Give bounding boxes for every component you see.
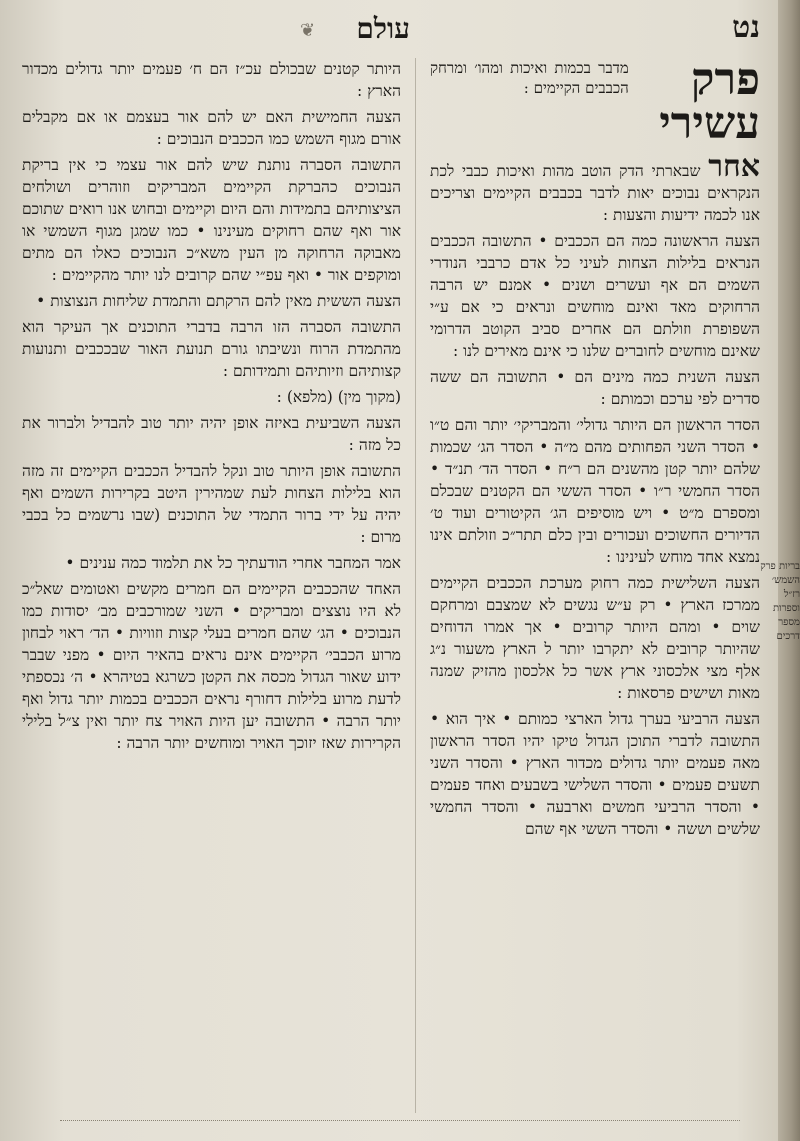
paragraph: התשובה אופן היותר טוב ונקל להבדיל הככבים הקיימים זה מזה הוא בלילות הצחות לעת שמהירין היטב בקרירות השמים ואף יהיה על ידי ברור התמדי של התוכנים (שבו נרשמים כל בכבי מרום : xyxy=(22,462,401,546)
page-header xyxy=(20,6,770,52)
paragraph: האחד שהככבים הקיימים הם חמרים מקשים ואטומים שאל״כ לא היו נוצצים ומבריקים • השני שמורכבים מב׳ יסודות כמו הנבוכים • הג׳ שהם חמרים בעלי קצות וזוויות • הד׳ ראוי לבחון מרוע הכבבי׳ הקיימים אינם נראים בהאיר היום • מפני שבבר ידוע שאור הגדול מכסה את הקטן כשרגא בטיהרא • ה׳ נכספתי לדעת מרוע בלילות דחורף נראים הככבים בכמות יותר גדול ואף יותר הרבה • התשובה יען היות האויר צח יותר ואין צ״ל בלילי הקרירות שאז יזוכך האויר ומוחשים יותר הרבה : xyxy=(22,580,401,752)
page-bottom-edge xyxy=(60,1120,740,1135)
right-column xyxy=(430,58,760,1113)
paragraph: הצעה השלישית כמה רחוק מערכת הככבים הקיימים ממרכז הארץ • רק ע״ש נגשים לא שמצבם ומרחקם שוים • ומהם היותר קרובים • אך אמרו הדוחים שהיותר קרובים לא יתקרבו יותר ל הארץ משעור נ״ג אלף מצי אלכסוני ארץ אשר כל אלכסון מהזיק שמנה מאות ושישים פרסאות : xyxy=(430,574,760,702)
paragraph: הצעה השנית כמה מינים הם • התשובה הם ששה סדרים לפי ערכם וכמותם : xyxy=(430,368,760,408)
chapter-subtitle: מדבר בכמות ואיכות ומהו׳ ומרחק הכבבים הקיימים : xyxy=(430,59,629,97)
column-divider xyxy=(415,58,416,1113)
lead-word: אחר xyxy=(708,149,760,184)
paragraph: (מקוך מין) (מלפא) : xyxy=(276,388,401,406)
ornament-icon: ❦ xyxy=(300,20,316,41)
left-column xyxy=(22,58,401,1113)
paragraph: הצעה החמישית האם יש להם אור בעצמם או אם מקבלים אורם מגוף השמש כמו הככבים הנבוכים : xyxy=(22,108,401,148)
paragraph: הצעה הששית מאין להם הרקתם והתמדת שליחות הנצוצות • xyxy=(36,292,401,310)
paragraph: הצעה הרביעי בערך גדול הארצי כמותם • איך הוא • התשובה לדברי התוכן הגדול טיקו יהיו הסדר הראשון מאה פעמים יותר גדולים מכדור הארץ • והסדר השני תשעים פעמים • והסדר השלישי בשבעים ואחד פעמים • והסדר הרביעי חמשים וארבעה • והסדר החמשי שלשים וששה • והסדר הששי אף שהם xyxy=(430,710,760,838)
paragraph: אחר שבארתי הדק הוטב מהות ואיכות כבבי לכת הנקראים נבוכים יאות לדבר בכבבים הקיימים וצריכים אנו לכמה ידיעות והצעות : xyxy=(430,149,760,224)
paragraph: התשובה הסברה נותנת שיש להם אור עצמי כי אין בריקת הנבוכים כהברקת הקיימים המבריקים וזוהרים ושולחים הציצותיהם בתמידות והם היום וקיימים ובחוש אנו רואים שתוכם אור ואף שהם רחוקים מעינינו • כמו שמגן מגוף השמשי או מאבוקה הרחוקה מן העין משא״כ הנבוכים כאלו הם מתים ומוקפים אור • ואף עפ״י שהם קרובים לנו יותר מהקיימים : xyxy=(22,156,401,284)
paragraph: אמר המחבר אחרי הודעתיך כל את תלמוד כמה ענינים • xyxy=(65,554,401,572)
paragraph: התשובה הסברה הזו הרבה בדברי התוכנים אך העיקר הוא מהתמדת הרוח ונשיבתו גורם תנועת האור שבככבים ותנועות קצותיהם וזיותיהם ותמידותם : xyxy=(22,318,401,380)
paragraph: הצעה הראשונה כמה הם הככבים • התשובה הככבים הנראים בלילות הצחות לעיני כל אדם כרבבי הנודרי השמים הם אף ועשרים ושנים • אמנם יש הרבה הרחוקים מאד ואינם מוחשים ונראים כי אם ע״י השפופרת וזולתם הם אחרים סביב הקוטב הדרומי שאינם מוחשים לחוברים שלנו כי אינם מאירים לנו : xyxy=(430,232,760,360)
chapter-title: פרק עשירי xyxy=(659,58,760,149)
page-number: נט xyxy=(732,10,760,45)
paragraph: היותר קטנים שבכולם עכ״ז הם ח׳ פעמים יותר גדולים מכדור הארץ : xyxy=(22,60,401,100)
paragraph: הצעה השביעית באיזה אופן יהיה יותר טוב להבדיל ולברור את כל מזה : xyxy=(22,414,401,454)
text-columns xyxy=(22,58,760,1113)
running-title: עולם xyxy=(356,12,410,45)
paragraph: הסדר הראשון הם היותר גדולי׳ והמבריקי׳ יותר והם ט״ו • הסדר השני הפחותים מהם מ״ה • הסדר הג׳ שכמות שלהם יותר קטן מהשנים הם ר״ח • הסדר הד׳ תנ״ד • הסדר החמשי ר״ו • הסדר הששי הם הקטנים שבכלם ומספרם מ״ט • ויש מוסיפים הג׳ הקיטורים ועוד ט׳ הדיורים החשוכים ועכורים ובין כלם תתר״כ וזולתם אינו נמצא אחד מוחש לעינינו : xyxy=(430,416,760,566)
margin-notes: בריות פרק השמש׳ רז״ל וספרות מספר דרכים xyxy=(760,561,800,642)
chapter-heading xyxy=(430,58,760,149)
